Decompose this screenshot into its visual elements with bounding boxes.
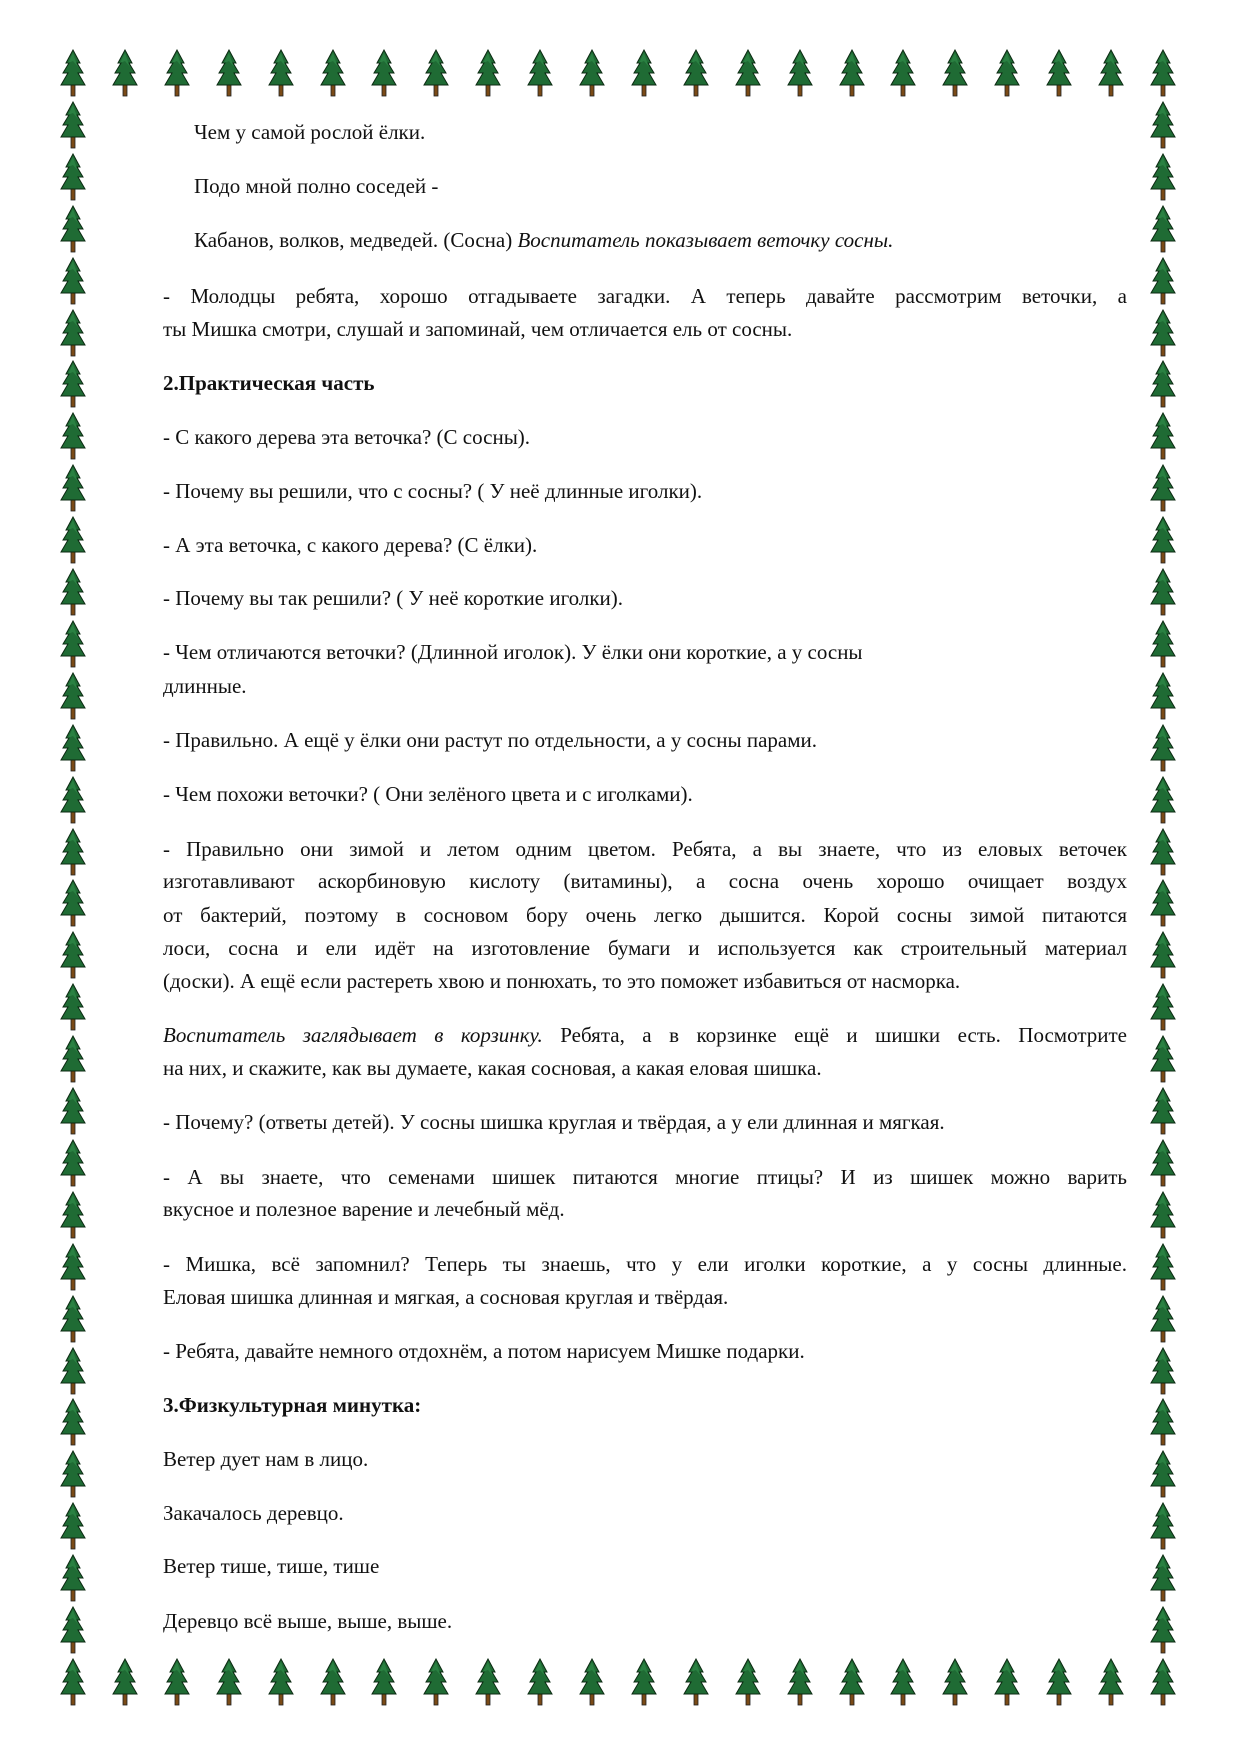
- text-line: [163, 1390, 1127, 1420]
- text-line: [163, 966, 1127, 996]
- text-line: [163, 1020, 1127, 1050]
- pine-tree-icon: [1045, 49, 1073, 97]
- pine-tree-icon: [1149, 776, 1177, 824]
- text-segment: лоси, сосна и ели идёт на изготовление бумаги и используется как строительный материал: [163, 936, 1127, 960]
- pine-tree-icon: [59, 1087, 87, 1135]
- pine-tree-icon: [1149, 464, 1177, 512]
- pine-tree-icon: [59, 1450, 87, 1498]
- pine-tree-icon: [578, 1658, 606, 1706]
- pine-tree-icon: [59, 931, 87, 979]
- pine-tree-icon: [319, 49, 347, 97]
- pine-tree-icon: [59, 879, 87, 927]
- pine-tree-icon: [59, 49, 87, 97]
- text-line: [163, 1162, 1127, 1192]
- text-segment: - Ребята, давайте немного отдохнём, а потом нарисуем Мишке подарки.: [163, 1339, 805, 1363]
- pine-tree-icon: [474, 49, 502, 97]
- pine-tree-icon: [59, 1606, 87, 1654]
- text-line: [194, 225, 1127, 255]
- pine-tree-icon: [630, 1658, 658, 1706]
- pine-tree-icon: [1149, 49, 1177, 97]
- text-segment: изготавливают аскорбиновую кислоту (витамины), а сосна очень хорошо очищает воздух: [163, 869, 1127, 893]
- text-segment: - Мишка, всё запомнил? Теперь ты знаешь, что у ели иголки короткие, а у сосны длинные.: [163, 1252, 1127, 1276]
- pine-tree-icon: [59, 776, 87, 824]
- text-segment: - Чем отличаются веточки? (Длинной иголок). У ёлки они короткие, а у сосны: [163, 640, 863, 664]
- text-segment: - Чем похожи веточки? ( Они зелёного цвета и с иголками).: [163, 782, 693, 806]
- pine-tree-icon: [59, 1191, 87, 1239]
- pine-tree-icon: [422, 49, 450, 97]
- pine-tree-icon: [1149, 1243, 1177, 1291]
- pine-tree-icon: [1149, 412, 1177, 460]
- pine-tree-icon: [59, 153, 87, 201]
- pine-tree-icon: [1149, 205, 1177, 253]
- text-segment: - А эта веточка, с какого дерева? (С ёлки).: [163, 533, 538, 557]
- text-line: [163, 725, 1127, 755]
- text-line: [163, 1194, 1127, 1224]
- text-line: [163, 422, 1127, 452]
- text-segment: - С какого дерева эта веточка? (С сосны).: [163, 425, 531, 449]
- text-line: [163, 1336, 1127, 1366]
- text-segment: - А вы знаете, что семенами шишек питаются многие птицы? И из шишек можно варить: [163, 1165, 1127, 1189]
- text-line: [163, 368, 1127, 398]
- text-line: [163, 779, 1127, 809]
- pine-tree-icon: [993, 49, 1021, 97]
- pine-tree-icon: [59, 620, 87, 668]
- pine-tree-icon: [1149, 1554, 1177, 1602]
- pine-tree-icon: [838, 1658, 866, 1706]
- text-segment: (доски). А ещё если растереть хвою и понюхать, то это поможет избавиться от насморка.: [163, 969, 961, 993]
- text-line: [163, 1282, 1127, 1312]
- pine-tree-icon: [474, 1658, 502, 1706]
- pine-tree-icon: [1149, 1139, 1177, 1187]
- text-segment: на них, и скажите, как вы думаете, какая сосновая, а какая еловая шишка.: [163, 1056, 822, 1080]
- pine-tree-icon: [1149, 1502, 1177, 1550]
- text-segment: - Молодцы ребята, хорошо отгадываете загадки. А теперь давайте рассмотрим веточки, а: [163, 284, 1127, 308]
- pine-tree-icon: [1149, 931, 1177, 979]
- text-segment: Закачалось деревцо.: [163, 1501, 344, 1525]
- pine-tree-icon: [1149, 568, 1177, 616]
- pine-tree-icon: [267, 1658, 295, 1706]
- pine-tree-icon: [1149, 1035, 1177, 1083]
- pine-tree-icon: [1097, 49, 1125, 97]
- text-segment: ты Мишка смотри, слушай и запоминай, чем отличается ель от сосны.: [163, 317, 793, 341]
- pine-tree-icon: [59, 360, 87, 408]
- text-line: [163, 1053, 1127, 1083]
- text-line: [163, 1249, 1127, 1279]
- pine-tree-icon: [215, 49, 243, 97]
- pine-tree-icon: [578, 49, 606, 97]
- pine-tree-icon: [682, 49, 710, 97]
- pine-tree-icon: [370, 49, 398, 97]
- pine-tree-icon: [1149, 360, 1177, 408]
- text-segment: - Почему вы решили, что с сосны? ( У неё длинные иголки).: [163, 479, 703, 503]
- pine-tree-icon: [163, 1658, 191, 1706]
- pine-tree-icon: [59, 1347, 87, 1395]
- pine-tree-icon: [1149, 724, 1177, 772]
- pine-tree-icon: [163, 49, 191, 97]
- pine-tree-icon: [993, 1658, 1021, 1706]
- pine-tree-icon: [1149, 983, 1177, 1031]
- text-line: [163, 1444, 1127, 1474]
- text-segment: Кабанов, волков, медведей. (Сосна): [194, 228, 518, 252]
- pine-tree-icon: [941, 49, 969, 97]
- pine-tree-icon: [59, 464, 87, 512]
- text-line: [163, 637, 1127, 667]
- pine-tree-icon: [59, 983, 87, 1031]
- text-segment: Еловая шишка длинная и мягкая, а сосновая круглая и твёрдая.: [163, 1285, 729, 1309]
- text-line: [163, 314, 1127, 344]
- pine-tree-icon: [734, 49, 762, 97]
- pine-tree-icon: [1149, 1606, 1177, 1654]
- pine-tree-icon: [59, 257, 87, 305]
- pine-tree-icon: [1045, 1658, 1073, 1706]
- pine-tree-icon: [526, 1658, 554, 1706]
- pine-tree-icon: [526, 49, 554, 97]
- text-segment: - Почему вы так решили? ( У неё короткие иголки).: [163, 586, 624, 610]
- text-segment: Деревцо всё выше, выше, выше.: [163, 1609, 453, 1633]
- text-segment: Ветер дует нам в лицо.: [163, 1447, 369, 1471]
- pine-tree-icon: [59, 828, 87, 876]
- pine-tree-icon: [59, 1295, 87, 1343]
- pine-tree-icon: [59, 205, 87, 253]
- text-line: [163, 1551, 1127, 1581]
- pine-tree-icon: [630, 49, 658, 97]
- pine-tree-icon: [319, 1658, 347, 1706]
- pine-tree-icon: [1149, 516, 1177, 564]
- pine-tree-icon: [1149, 1087, 1177, 1135]
- pine-tree-icon: [1149, 1398, 1177, 1446]
- pine-tree-icon: [1149, 1191, 1177, 1239]
- text-segment: Чем у самой рослой ёлки.: [194, 120, 426, 144]
- pine-tree-icon: [1097, 1658, 1125, 1706]
- pine-tree-icon: [786, 1658, 814, 1706]
- text-segment: - Правильно они зимой и летом одним цветом. Ребята, а вы знаете, что из еловых веточек: [163, 837, 1127, 861]
- text-line: [163, 933, 1127, 963]
- section-heading: 3.Физкультурная минутка:: [163, 1393, 422, 1417]
- pine-tree-icon: [59, 1554, 87, 1602]
- pine-tree-icon: [889, 1658, 917, 1706]
- pine-tree-icon: [1149, 153, 1177, 201]
- text-line: [163, 281, 1127, 311]
- text-line: [194, 117, 1127, 147]
- pine-tree-icon: [59, 412, 87, 460]
- pine-tree-icon: [734, 1658, 762, 1706]
- pine-tree-icon: [59, 1243, 87, 1291]
- pine-tree-icon: [370, 1658, 398, 1706]
- pine-tree-icon: [59, 568, 87, 616]
- text-segment: вкусное и полезное варение и лечебный мёд.: [163, 1197, 565, 1221]
- text-line: [163, 476, 1127, 506]
- pine-tree-icon: [422, 1658, 450, 1706]
- pine-tree-icon: [1149, 672, 1177, 720]
- pine-tree-icon: [111, 1658, 139, 1706]
- pine-tree-icon: [838, 49, 866, 97]
- pine-tree-icon: [111, 49, 139, 97]
- text-segment: от бактерий, поэтому в сосновом бору очень легко дышится. Корой сосны зимой питаются: [163, 903, 1127, 927]
- pine-tree-icon: [1149, 828, 1177, 876]
- pine-tree-icon: [1149, 620, 1177, 668]
- pine-tree-icon: [1149, 1347, 1177, 1395]
- pine-tree-icon: [1149, 879, 1177, 927]
- text-line: [194, 171, 1127, 201]
- pine-tree-icon: [941, 1658, 969, 1706]
- pine-tree-icon: [59, 516, 87, 564]
- text-line: [163, 1498, 1127, 1528]
- pine-tree-icon: [59, 309, 87, 357]
- pine-tree-icon: [889, 49, 917, 97]
- pine-tree-icon: [59, 1139, 87, 1187]
- pine-tree-icon: [59, 672, 87, 720]
- text-line: [163, 900, 1127, 930]
- pine-tree-icon: [59, 724, 87, 772]
- text-segment: Ветер тише, тише, тише: [163, 1554, 380, 1578]
- pine-tree-icon: [59, 101, 87, 149]
- text-line: [163, 583, 1127, 613]
- pine-tree-icon: [786, 49, 814, 97]
- pine-tree-icon: [59, 1035, 87, 1083]
- text-segment: - Правильно. А ещё у ёлки они растут по отдельности, а у сосны парами.: [163, 728, 818, 752]
- pine-tree-icon: [267, 49, 295, 97]
- section-heading: 2.Практическая часть: [163, 371, 375, 395]
- pine-tree-icon: [59, 1658, 87, 1706]
- text-segment: Ребята, а в корзинке ещё и шишки есть. Посмотрите: [542, 1023, 1127, 1047]
- text-segment: длинные.: [163, 674, 247, 698]
- pine-tree-icon: [1149, 1658, 1177, 1706]
- pine-tree-icon: [59, 1502, 87, 1550]
- pine-tree-icon: [682, 1658, 710, 1706]
- pine-tree-icon: [1149, 1295, 1177, 1343]
- text-line: [163, 834, 1127, 864]
- pine-tree-icon: [1149, 257, 1177, 305]
- text-line: [163, 1606, 1127, 1636]
- text-segment: - Почему? (ответы детей). У сосны шишка круглая и твёрдая, а у ели длинная и мягкая.: [163, 1110, 945, 1134]
- pine-tree-icon: [215, 1658, 243, 1706]
- pine-tree-icon: [1149, 1450, 1177, 1498]
- text-line: [163, 1107, 1127, 1137]
- stage-direction: Воспитатель показывает веточку сосны.: [517, 228, 894, 252]
- text-line: [163, 671, 1127, 701]
- stage-direction: Воспитатель заглядывает в корзинку.: [163, 1023, 543, 1047]
- pine-tree-icon: [59, 1398, 87, 1446]
- pine-tree-icon: [1149, 309, 1177, 357]
- text-segment: Подо мной полно соседей -: [194, 174, 439, 198]
- text-line: [163, 530, 1127, 560]
- text-line: [163, 866, 1127, 896]
- pine-tree-icon: [1149, 101, 1177, 149]
